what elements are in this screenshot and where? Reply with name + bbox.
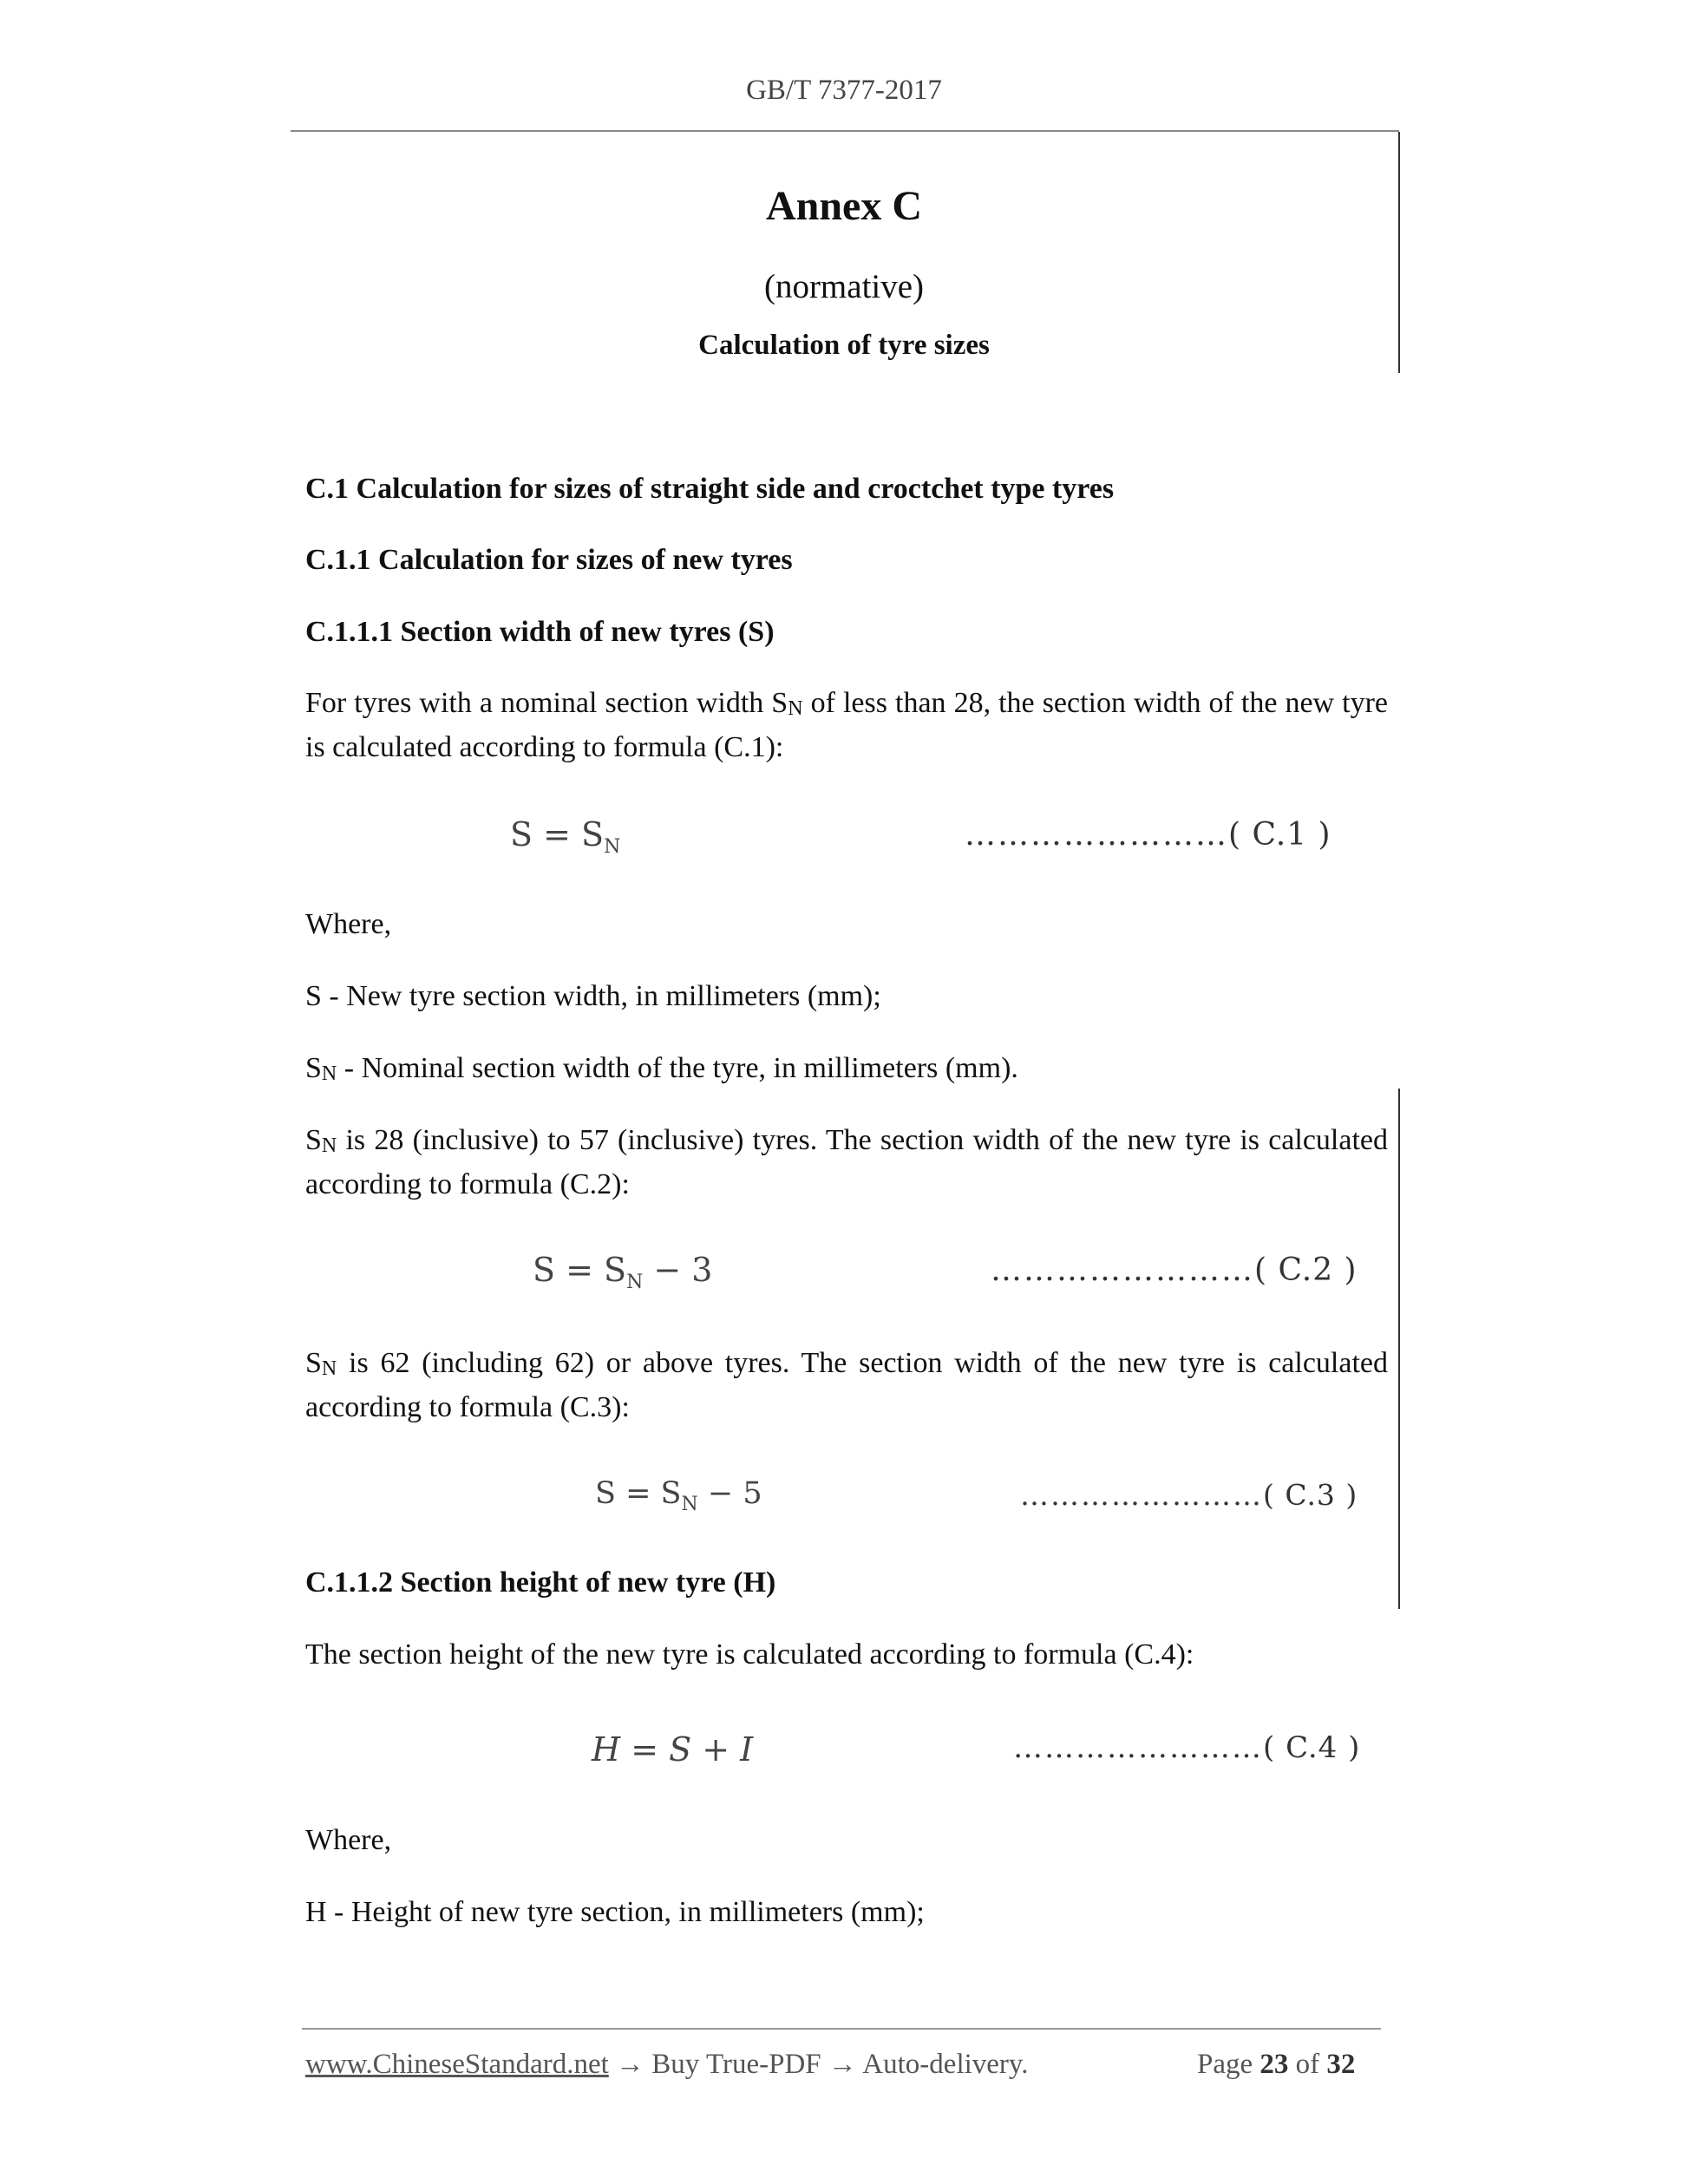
formula-c3 [595, 1476, 762, 1515]
heading-c111: C.1.1.1 Section width of new tyres (S) [305, 616, 775, 648]
annex-subtitle: Calculation of tyre sizes [698, 330, 990, 361]
p2-text: is 28 (inclusive) to 57 (inclusive) tyres. The section width of the new tyre is calculated according to formula (C.2): [305, 1124, 1388, 1200]
formula-c2-leader: …………………… [991, 1252, 1254, 1288]
footer-rule [302, 2028, 1381, 2030]
footer-page-number: 23 [1259, 2049, 1289, 2080]
formula-c3-number [1020, 1478, 1358, 1512]
footer-promo-text: → Buy True-PDF → Auto-delivery. [608, 2049, 1029, 2080]
definition-s: S - New tyre section width, in millimeters (mm); [305, 980, 881, 1012]
paragraph-c3-intro [305, 1343, 1388, 1428]
p1-subscript: N [788, 697, 803, 720]
formula-c3-label: ( C.3 ) [1263, 1478, 1358, 1512]
formula-c3-leader: …………………… [1020, 1478, 1263, 1512]
change-bar-middle [1398, 1089, 1400, 1609]
formula-c4-number [1013, 1730, 1360, 1765]
paragraph-c1-intro [305, 683, 1388, 768]
header-rule [291, 130, 1399, 132]
heading-c1: C.1 Calculation for sizes of straight side and croctchet type tyres [305, 473, 1115, 505]
formula-c2-main: S = S [533, 1251, 627, 1289]
definition-sn-text: - Nominal section width of the tyre, in millimeters (mm). [337, 1052, 1018, 1084]
where-label-2: Where, [305, 1824, 392, 1856]
annex-title: Annex C [765, 183, 923, 229]
p3-symbol: S [305, 1347, 322, 1379]
p3-subscript: N [321, 1357, 337, 1380]
p3-text: is 62 (including 62) or above tyres. The section width of the new tyre is calculated according to formula (C.3): [305, 1347, 1388, 1423]
p2-subscript: N [321, 1135, 337, 1157]
footer-page-total: 32 [1326, 2049, 1356, 2080]
where-label-1: Where, [305, 908, 392, 940]
formula-c3-subscript: N [681, 1494, 698, 1515]
formula-c2-label: ( C.2 ) [1254, 1252, 1358, 1288]
formula-c2-number [991, 1252, 1358, 1288]
formula-c2 [533, 1251, 713, 1293]
p1-text-a: For tyres with a nominal section width S [305, 687, 788, 719]
formula-c4: H = S + I [592, 1730, 754, 1769]
footer-site-link[interactable]: www.ChineseStandard.net [305, 2049, 609, 2080]
formula-c1-number [965, 817, 1331, 853]
formula-c1-leader: …………………… [965, 817, 1228, 853]
footer-of-word: of [1295, 2049, 1320, 2080]
formula-c2-rest: − 3 [643, 1251, 713, 1289]
paragraph-c2-intro [305, 1120, 1388, 1205]
definition-sn-symbol: S [305, 1052, 322, 1084]
footer-promo [305, 2049, 1029, 2081]
formula-c4-label: ( C.4 ) [1263, 1730, 1361, 1765]
definition-h: H - Height of new tyre section, in millimeters (mm); [305, 1896, 925, 1928]
document-code: GB/T 7377-2017 [746, 75, 942, 106]
heading-c11: C.1.1 Calculation for sizes of new tyres [305, 544, 793, 576]
formula-c1-main: S = S [510, 815, 605, 853]
definition-sn-subscript: N [321, 1063, 337, 1085]
heading-c112: C.1.1.2 Section height of new tyre (H) [305, 1566, 776, 1599]
annex-normative: (normative) [763, 268, 925, 305]
p1-text-b: of less than 28, the section width of the new tyre is calculated according to formula (C.1): [305, 687, 1388, 763]
formula-c1-subscript: N [604, 836, 621, 858]
footer-page-word: Page [1197, 2049, 1253, 2080]
formula-c1-label: ( C.1 ) [1228, 817, 1331, 853]
formula-c3-main: S = S [595, 1476, 682, 1511]
definition-sn [305, 1048, 1388, 1092]
p2-symbol: S [305, 1124, 322, 1156]
formula-c1 [510, 815, 621, 858]
formula-c3-rest: − 5 [697, 1476, 762, 1511]
footer-page-indicator [1197, 2049, 1355, 2081]
formula-c4-leader: …………………… [1013, 1730, 1263, 1765]
paragraph-c4-intro: The section height of the new tyre is calculated according to formula (C.4): [305, 1638, 1194, 1671]
formula-c2-subscript: N [626, 1272, 644, 1293]
